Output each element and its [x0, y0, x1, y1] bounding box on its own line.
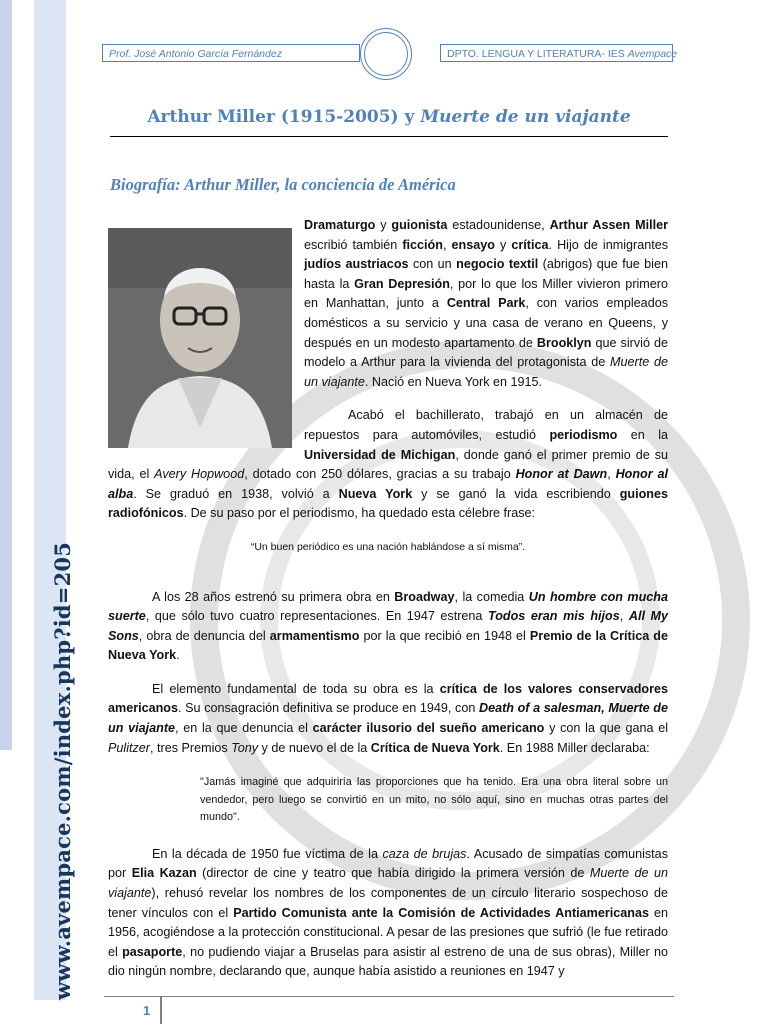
header-author: Prof. José Antonio García Fernández	[102, 44, 360, 62]
header-department: DPTO. LENGUA Y LITERATURA- IES Avempace	[440, 44, 673, 62]
footer-divider	[104, 996, 674, 997]
section-heading: Biografía: Arthur Miller, la conciencia de América	[110, 175, 456, 194]
school-logo	[360, 28, 412, 80]
side-url-link[interactable]: www.avempace.com/index.php?id=205	[50, 541, 75, 1000]
salesman-quote: "Jamás imaginé que adquiriría las proporciones que ha tenido. Era una obra literal sobre un vendedor, pero luego se convirtió en un mito, no sólo aquí, sino en muchas otras partes del mundo".	[200, 776, 668, 824]
journalism-quote: “Un buen periódico es una nación hablándose a sí misma”.	[250, 540, 526, 553]
page-number: 1	[143, 1003, 151, 1018]
biography-text: Dramaturgo y guionista estadounidense, Arthur Assen Miller escribió también ficción, ensayo y crítica. Hijo de inmigrantes judíos austriacos con un negocio textil (abrigos) que fue bien hasta la Gran Depresión, por lo que los Miller vivieron primero en Manhattan, junto a Central Park, con varios empleados domésticos a su servicio y una casa de verano en Queens, y después en un modesto apartamento de Brooklyn que sirvió de modelo a Arthur para la vivienda del protagonista de Muerte de un viajante. Nació en Nueva York en 1915. Acabó el bachillerato, trabajó en un almacén de repuestos para automóviles, estudió periodismo en la Universidad de Michigan, donde ganó el primer premio de su vida, el Avery Hopwood, dotado con 250 dólares, gracias a su trabajo Honor at Dawn, Honor al alba. Se graduó en 1938, volvió a Nueva York y se ganó la vida escribiendo guiones radiofónicos. De su paso por el periodismo, ha quedado esta célebre frase: “Un buen periódico es una nación hablándose a sí misma”. A los 28 años estrenó su primera obra en Broadway, la comedia Un hombre con mucha suerte, que sólo tuvo cuatro representaciones. En 1947 estrena Todos eran mis hijos, All My Sons, obra de denuncia del armamentismo por la que recibió en 1948 el Premio de la Crítica de Nueva York. El elemento fundamental de toda su obra es la crítica de los valores conservadores americanos. Su consagración definitiva se produce en 1949, con Death of a salesman, Muerte de un viajante, en la que denuncia el carácter ilusorio del sueño americano y con la que gana el Pulitzer, tres Premios Tony y de nuevo el de la Crítica de Nueva York. En 1988 Miller declaraba: "Jamás imaginé que adquiriría las proporciones que ha tenido. Era una obra literal sobre un vendedor, pero luego se convirtió en un mito, no sólo aquí, sino en muchas otras partes del mundo". En la década de 1950 fue víctima de la caza de brujas. Acusado de simpatías comunistas por Elia Kazan (director de cine y teatro que había dirigido la primera versión de Muerte de un viajante), rehusó revelar los nombres de los componentes de un círculo literario sospechoso de tener vínculos con el Partido Comunista ante la Comisión de Actividades Antiamericanas en 1956, acogiéndose a la protección constitucional. A pesar de las presiones que sufrió (le fue retirado el pasaporte, no pudiendo viajar a Bruselas para asistir al estreno de una de sus obras), Miller no dio ningún nombre, declarando que, aunque había asistido a reuniones en 1947 y	[108, 218, 669, 979]
footer-separator	[160, 996, 162, 1024]
title-divider	[110, 136, 668, 137]
page-title: Arthur Miller (1915-2005) y Muerte de un viajante	[147, 107, 631, 127]
side-accent-bar	[0, 0, 12, 750]
